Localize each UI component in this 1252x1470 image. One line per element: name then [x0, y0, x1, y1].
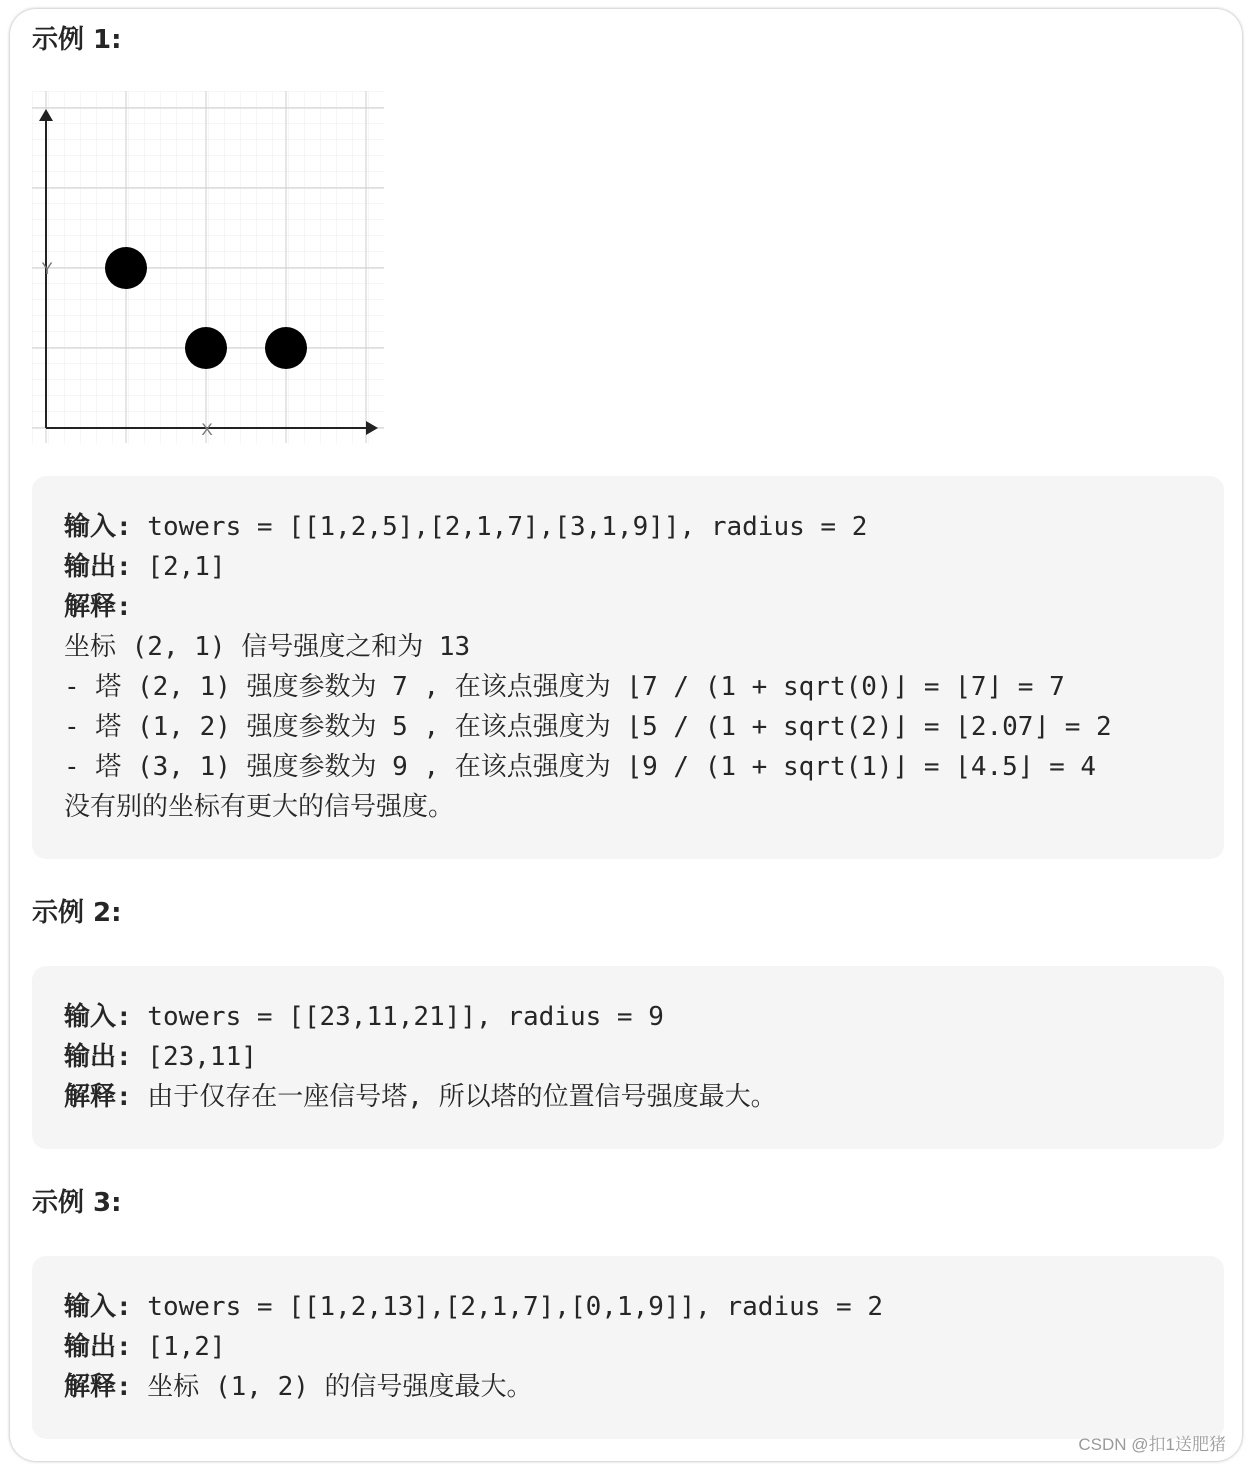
code-line: [64, 707, 1214, 747]
line-label: 输入:: [64, 1292, 132, 1322]
line-label: 输出:: [64, 1042, 132, 1072]
code-line: [64, 1077, 1214, 1117]
line-label: 解释:: [64, 1082, 132, 1112]
line-text: towers = [[1,2,5],[2,1,7],[3,1,9]], radius = 2: [131, 512, 868, 542]
line-text: towers = [[23,11,21]], radius = 9: [131, 1002, 664, 1032]
code-line: [64, 627, 1214, 667]
code-line: [64, 997, 1214, 1037]
code-line: [64, 547, 1214, 587]
code-line: [64, 787, 1214, 827]
code-line: [64, 507, 1214, 547]
example-1-code-block: [32, 476, 1224, 859]
code-line: [64, 1037, 1214, 1077]
line-text: [1,2]: [131, 1332, 226, 1362]
line-text: - 塔 (3, 1) 强度参数为 9 , 在该点强度为 ⌊9 / (1 + sqrt(1)⌋ = ⌊4.5⌋ = 4: [64, 752, 1097, 782]
example-2-code-block: [32, 966, 1224, 1149]
y-axis-label: Y: [41, 259, 53, 278]
example-2-heading: 示例 2:: [32, 898, 122, 928]
line-label: 解释:: [64, 592, 132, 622]
line-text: 坐标 (2, 1) 信号强度之和为 13: [64, 632, 471, 662]
line-text: 由于仅存在一座信号塔, 所以塔的位置信号强度最大。: [131, 1082, 777, 1112]
line-label: 解释:: [64, 1372, 132, 1402]
code-line: [64, 747, 1214, 787]
example-3-code-block: [32, 1256, 1224, 1439]
minor-grid: [32, 91, 384, 443]
line-text: - 塔 (2, 1) 强度参数为 7 , 在该点强度为 ⌊7 / (1 + sqrt(0)⌋ = ⌊7⌋ = 7: [64, 672, 1065, 702]
example-3-heading: 示例 3:: [32, 1188, 122, 1218]
line-text: [2,1]: [131, 552, 226, 582]
x-axis-label: X: [201, 420, 213, 439]
line-text: 坐标 (1, 2) 的信号强度最大。: [131, 1372, 533, 1402]
line-label: 输入:: [64, 1002, 132, 1032]
code-line: [64, 1287, 1214, 1327]
line-text: - 塔 (1, 2) 强度参数为 5 , 在该点强度为 ⌊5 / (1 + sqrt(2)⌋ = ⌊2.07⌋ = 2: [64, 712, 1112, 742]
tower-grid-plot: [32, 91, 384, 443]
code-line: [64, 667, 1214, 707]
tower-point: [265, 327, 307, 369]
line-text: 没有别的坐标有更大的信号强度。: [64, 792, 455, 822]
line-label: 输入:: [64, 512, 132, 542]
code-line: [64, 1327, 1214, 1367]
code-line: [64, 1367, 1214, 1407]
line-text: [23,11]: [131, 1042, 257, 1072]
problem-examples-card: [10, 9, 1242, 1461]
line-label: 输出:: [64, 552, 132, 582]
tower-point: [105, 247, 147, 289]
csdn-watermark: CSDN @扣1送肥猪: [1078, 1435, 1226, 1454]
line-text: towers = [[1,2,13],[2,1,7],[0,1,9]], radius = 2: [131, 1292, 884, 1322]
line-label: 输出:: [64, 1332, 132, 1362]
example-1-heading: 示例 1:: [32, 25, 122, 55]
tower-point: [185, 327, 227, 369]
code-line: [64, 587, 1214, 627]
example-1-figure: [32, 91, 384, 443]
